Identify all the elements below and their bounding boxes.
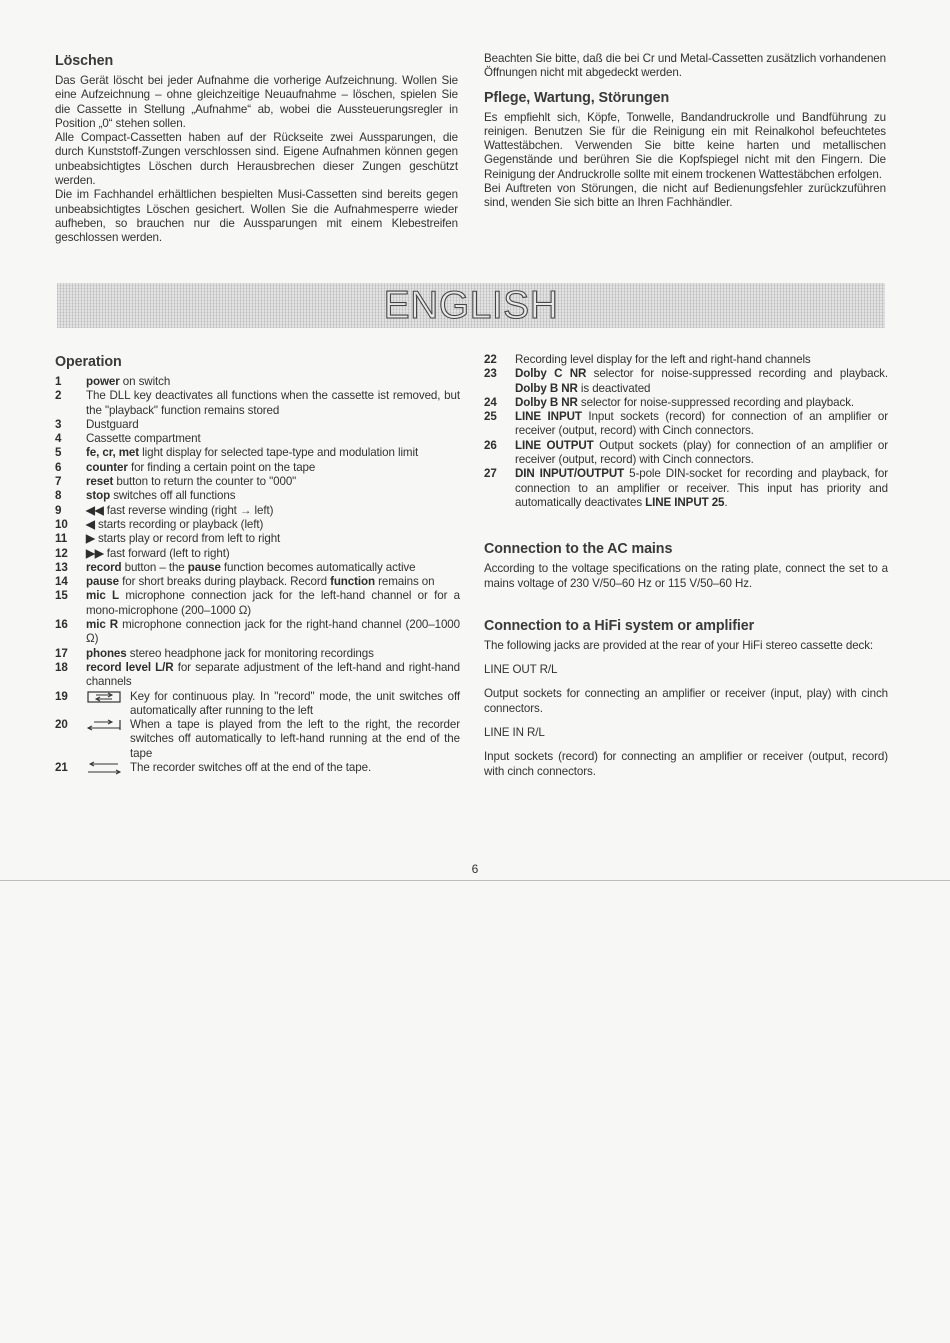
item-description: light display for selected tape-type and modulation limit [139, 446, 419, 460]
list-item [55, 446, 460, 460]
paragraph: Output sockets for connecting an amplifier or receiver (input, play) with cinch connectors. [484, 687, 888, 715]
item-keyword: mic L [86, 589, 119, 603]
label-line-out: LINE OUT R/L [484, 663, 558, 677]
item-description: Recording level display for the left and right-hand channels [515, 353, 811, 366]
item-text [86, 718, 460, 761]
section-operation-continued [484, 353, 888, 779]
item-number: 7 [55, 475, 62, 489]
item-keyword: stop [86, 489, 111, 503]
item-keyword: pause [187, 560, 221, 574]
list-item [55, 618, 460, 647]
heading-pflege: Pflege, Wartung, Störungen [484, 89, 670, 106]
item-description: button to return the counter to "000" [113, 475, 297, 489]
item-description: for finding a certain point on the tape [127, 460, 316, 474]
item-description: When a tape is played from the left to the right, the recorder switches off automatically to left-hand running at the end of the tape [130, 718, 460, 760]
item-text [515, 467, 888, 510]
item-keyword: record level L/R [86, 660, 174, 674]
list-item [484, 410, 888, 439]
item-number: 23 [484, 367, 497, 381]
item-description: selector for noise-suppressed recording and playback. [586, 367, 888, 381]
item-description: for short breaks during playback. Record [119, 575, 331, 589]
item-keyword: phones [86, 646, 127, 660]
item-description: fast reverse winding (right → left) [103, 503, 274, 517]
item-text [86, 518, 460, 532]
item-keyword: function [330, 575, 375, 589]
item-text [86, 690, 460, 719]
item-text [86, 461, 460, 475]
item-number: 12 [55, 546, 68, 560]
item-number: 11 [55, 532, 68, 546]
item-text [515, 396, 888, 410]
item-description: Dustguard [86, 417, 139, 431]
page-number: 6 [471, 862, 479, 876]
item-keyword: ◀◀ [86, 503, 104, 517]
item-text [86, 618, 460, 647]
list-item [55, 690, 460, 719]
item-keyword: ◀ [86, 517, 95, 531]
list-item [55, 418, 460, 432]
item-text [515, 353, 888, 367]
item-description: Key for continuous play. In "record" mode, the unit switches off automatically after running to the left [130, 689, 460, 717]
operation-list [55, 375, 460, 690]
item-description: remains on [374, 575, 435, 589]
item-number: 5 [55, 446, 62, 460]
list-item [484, 353, 888, 367]
item-keyword: counter [86, 460, 128, 474]
item-number: 17 [55, 646, 68, 660]
list-item [484, 439, 888, 468]
item-description: selector for noise-suppressed recording and playback. [577, 395, 855, 409]
item-number: 9 [55, 503, 62, 517]
item-description: Input sockets (record) for connection of an amplifier or receiver (output, record) with Cinch connectors. [515, 410, 888, 438]
item-number: 8 [55, 489, 62, 503]
list-item [484, 467, 888, 510]
list-item [55, 647, 460, 661]
list-item [484, 396, 888, 410]
item-number: 6 [55, 460, 62, 474]
symbol-key-list [55, 690, 460, 776]
item-keyword: pause [86, 575, 120, 589]
list-item [55, 389, 460, 418]
list-item [55, 718, 460, 761]
paragraph: Das Gerät löscht bei jeder Aufnahme die vorherige Aufzeichnung. Wollen Sie eine Aufzeichnung – ohne gleichzeitige Neuaufnahme – löschen, spielen Sie die Cassette in Stellung „Aufnahme“ ab, wobei die Aussteuerungsregler in Position „0“ stehen sollen. [55, 74, 458, 130]
item-keyword: reset [86, 475, 114, 489]
list-item [55, 575, 460, 589]
list-item [55, 489, 460, 503]
item-number: 21 [55, 761, 68, 775]
auto-stop-left-icon [86, 718, 130, 732]
item-text [515, 367, 888, 396]
item-keyword: ▶▶ [86, 546, 104, 560]
item-description: microphone connection jack for the left-hand channel or for a mono-microphone (200–1000 Ω) [86, 589, 461, 617]
item-text [86, 475, 460, 489]
item-number: 26 [484, 438, 497, 452]
list-item [55, 561, 460, 575]
item-number: 10 [55, 517, 68, 531]
item-description: switches off all functions [110, 489, 236, 503]
item-text [86, 504, 460, 518]
heading-hifi: Connection to a HiFi system or amplifier [484, 617, 755, 634]
heading-ac-mains: Connection to the AC mains [484, 541, 673, 558]
list-item [55, 661, 460, 690]
item-number: 19 [55, 689, 68, 703]
paragraph: According to the voltage specifications on the rating plate, connect the set to a mains voltage of 230 V/50–60 Hz or 115 V/50–60 Hz. [484, 562, 888, 590]
item-text [86, 647, 460, 661]
item-description: stereo headphone jack for monitoring recordings [126, 646, 374, 660]
item-keyword: Dolby B NR [515, 381, 578, 395]
item-description: is deactivated [577, 381, 651, 395]
item-description: for separate adjustment of the left-hand and right-hand channels [86, 660, 460, 689]
item-keyword: Dolby C NR [515, 367, 587, 381]
item-keyword: LINE INPUT [515, 410, 582, 424]
item-description: button – the [121, 560, 188, 574]
paragraph: Beachten Sie bitte, daß die bei Cr und Metal-Cassetten zusätzlich vorhandenen Öffnungen nicht mit abgedeckt werden. [484, 52, 886, 80]
end-of-tape-stop-icon [86, 761, 130, 775]
paragraph: Es empfiehlt sich, Köpfe, Tonwelle, Bandandruckrolle und Bandführung zu reinigen. Benutzen Sie für die Reinigung ein mit Reinalkohol befeuchtetes Wattestäbchen. Verwenden Sie bitte keine harten und metallischen Gegenstände und berühren Sie die Kopfspiegel nicht mit den Fingern. Die Reinigung der Andruckrolle sollte mit einem trockenen Wattestäbchen erfolgen. [484, 110, 886, 181]
item-number: 14 [55, 575, 68, 589]
item-description: microphone connection jack for the right-hand channel (200–1000 Ω) [86, 618, 460, 646]
item-number: 27 [484, 467, 497, 481]
item-number: 20 [55, 718, 68, 732]
item-text [86, 432, 460, 446]
list-item [55, 432, 460, 446]
item-text [86, 561, 460, 575]
item-description: starts recording or playback (left) [94, 517, 264, 531]
item-description: Cassette compartment [86, 432, 201, 446]
item-description: 5-pole DIN-socket for recording and playback, for connection to an amplifier or receiver. This input has priority and automatically deactivates [515, 467, 888, 509]
item-number: 3 [55, 417, 62, 431]
item-text [86, 446, 460, 460]
item-keyword: LINE OUTPUT [515, 438, 594, 452]
item-description: The DLL key deactivates all functions when the cassette ist removed, but the "playback" function remains stored [86, 389, 460, 417]
item-number: 24 [484, 395, 497, 409]
item-number: 16 [55, 618, 68, 632]
list-item [55, 375, 460, 389]
item-text [86, 532, 460, 546]
paragraph: Bei Auftreten von Störungen, die nicht auf Bedienungsfehler zurückzuführen sind, wenden Sie sich bitte an Ihren Fachhändler. [484, 182, 886, 210]
item-text [86, 661, 460, 690]
paragraph: Input sockets (record) for connecting an amplifier or receiver (output, record) with cinch connectors. [484, 750, 888, 778]
item-description: starts play or record from left to right [94, 532, 281, 546]
item-number: 13 [55, 560, 68, 574]
paragraph: Alle Compact-Cassetten haben auf der Rückseite zwei Aussparungen, die durch Kunststoff-Zungen verschlossen sind. Eigene Aufnahmen können gegen unbeabsichtigtes Löschen durch Herausbrechen dieser Zungen geschützt werden. [55, 131, 458, 188]
list-item [55, 461, 460, 475]
list-item [55, 518, 460, 532]
item-number: 1 [55, 375, 62, 388]
item-number: 15 [55, 589, 68, 603]
item-text [86, 761, 460, 775]
item-text [86, 418, 460, 432]
item-keyword: ▶ [86, 532, 95, 546]
item-number: 4 [55, 432, 62, 446]
paragraph: The following jacks are provided at the rear of your HiFi stereo cassette deck: [484, 638, 874, 652]
list-item [55, 761, 460, 775]
list-item [55, 504, 460, 518]
item-keyword: DIN INPUT/OUTPUT [515, 467, 625, 481]
item-number: 2 [55, 389, 62, 403]
item-text [86, 575, 460, 589]
item-description: . [724, 495, 728, 509]
item-description: fast forward (left to right) [103, 546, 230, 560]
section-loeschen [55, 52, 458, 246]
operation-list-continued [484, 353, 888, 510]
item-text [86, 375, 460, 389]
label-line-in: LINE IN R/L [484, 726, 545, 740]
item-keyword: LINE INPUT 25 [645, 495, 725, 509]
item-number: 18 [55, 660, 68, 674]
list-item [55, 475, 460, 489]
bottom-rule [0, 880, 950, 881]
continuous-play-icon [86, 690, 130, 704]
section-operation [55, 353, 460, 775]
item-keyword: power [86, 375, 120, 388]
item-text [515, 439, 888, 468]
section-pflege [484, 52, 886, 211]
item-text [86, 389, 460, 418]
list-item [484, 367, 888, 396]
list-item [55, 547, 460, 561]
item-description: Output sockets (play) for connection of an amplifier or receiver (output, record) with Cinch connectors. [515, 438, 888, 467]
heading-operation: Operation [55, 354, 122, 370]
item-keyword: fe, cr, met [86, 446, 140, 460]
item-description: The recorder switches off at the end of the tape. [130, 761, 372, 775]
item-description: on switch [119, 375, 171, 388]
list-item [55, 589, 460, 618]
item-description: function becomes automatically active [220, 560, 416, 574]
item-keyword: record [86, 560, 122, 574]
banner-title: ENGLISH [383, 284, 559, 327]
list-item [55, 532, 460, 546]
item-number: 22 [484, 353, 497, 366]
language-banner [57, 283, 885, 328]
item-number: 25 [484, 410, 497, 424]
item-text [86, 489, 460, 503]
item-text [86, 547, 460, 561]
heading-loeschen: Löschen [55, 53, 114, 69]
item-text [86, 589, 460, 618]
item-keyword: Dolby B NR [515, 395, 578, 409]
paragraph: Die im Fachhandel erhältlichen bespielten Musi-Cassetten sind bereits gegen unbeabsichtigtes Löschen gesichert. Wollen Sie die Aufnahmesperre wieder aufheben, so brauchen nur die Aussparungen mit einem Klebestreifen geschlossen werden. [55, 188, 458, 245]
item-text [515, 410, 888, 439]
item-keyword: mic R [86, 618, 119, 632]
